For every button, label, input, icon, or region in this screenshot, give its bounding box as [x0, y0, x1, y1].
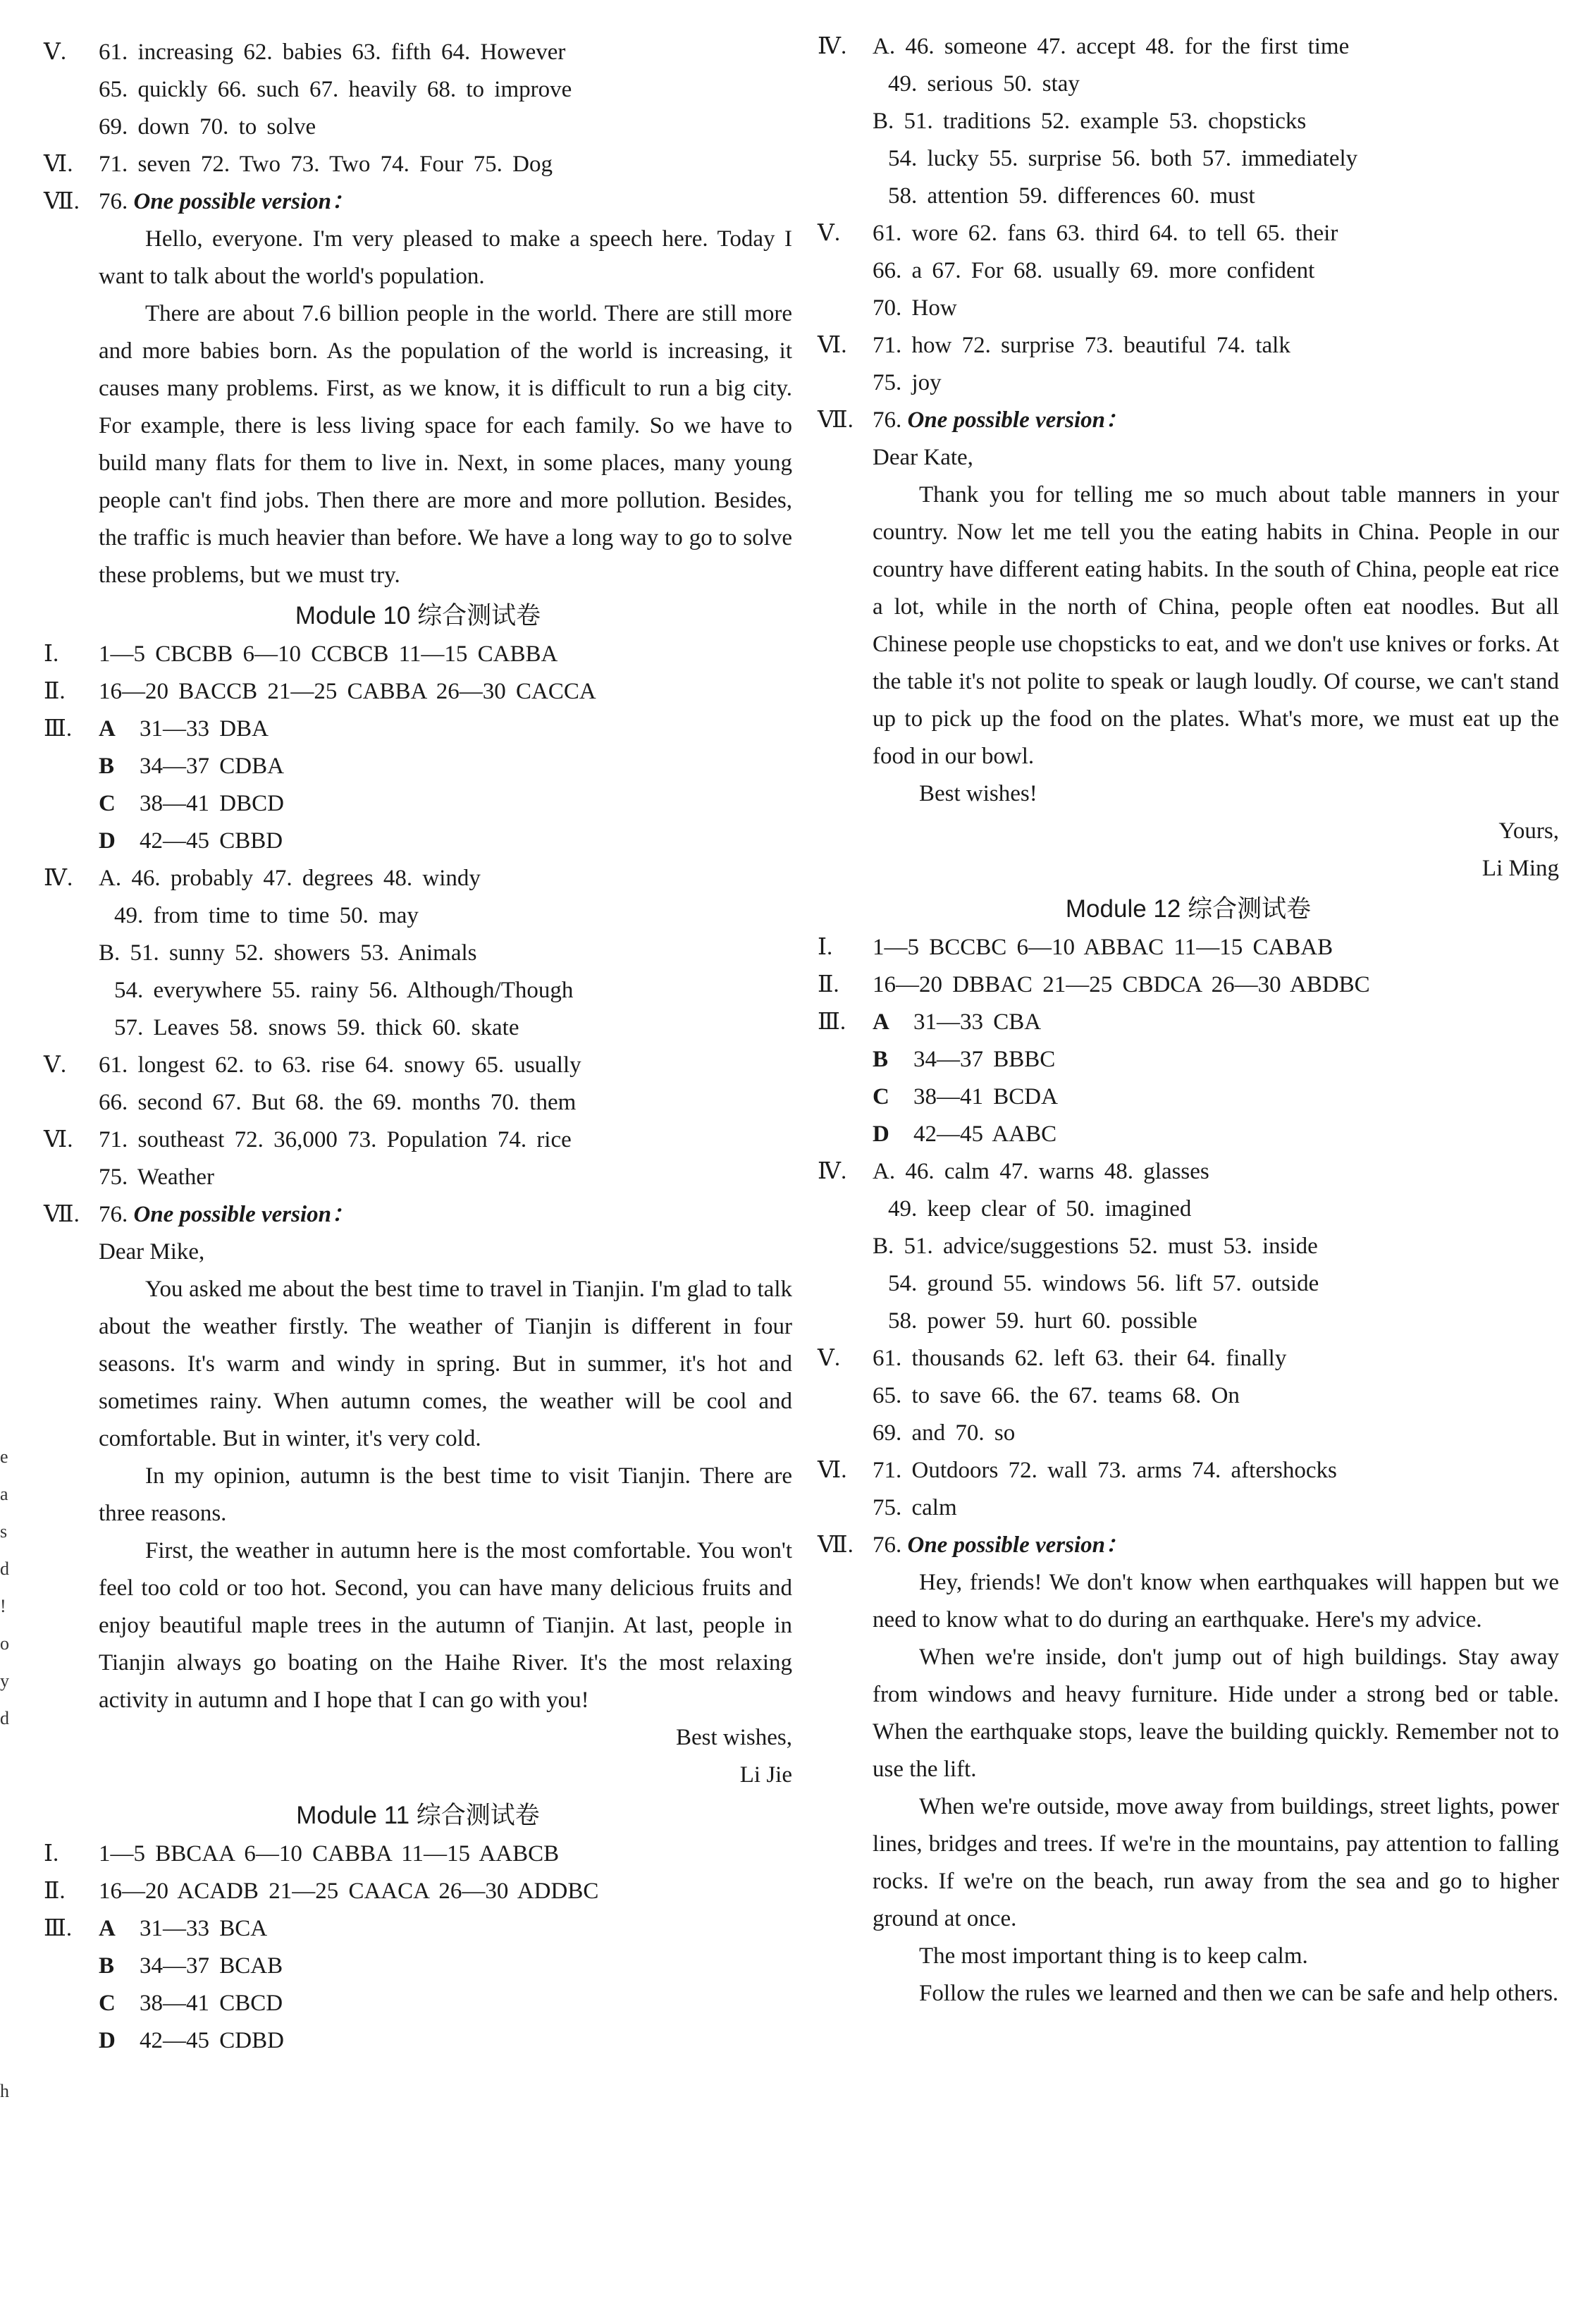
section-number: Ⅰ.: [44, 641, 59, 667]
question-number: 76.: [99, 189, 128, 214]
answer-line: 42—45 CBBD: [140, 828, 283, 854]
section-vii: Ⅶ. 76. One possible version ：: [818, 1527, 1559, 1564]
part-row: [44, 2022, 792, 2060]
answer-line: 58. power 59. hurt 60. possible: [888, 1308, 1197, 1334]
answer-line: 38—41 CBCD: [140, 1991, 283, 2016]
answer-line: 71. seven 72. Two 73. Two 74. Four 75. Dog: [99, 152, 553, 177]
part-letter: C: [99, 791, 116, 816]
answer-line: 49. serious 50. stay: [888, 71, 1080, 97]
section-vi: [818, 1452, 1559, 1489]
letter-signature: Li Jie: [739, 1762, 792, 1788]
part-letter: A: [99, 716, 116, 742]
section-i: [44, 1836, 792, 1873]
answer-line: 58. attention 59. differences 60. must: [888, 183, 1255, 209]
section-iii: [818, 1004, 1559, 1041]
section-number: Ⅵ.: [818, 1458, 847, 1483]
section-ii: [44, 673, 792, 711]
module-title: Module 12 综合测试卷: [1065, 895, 1312, 923]
module-title: Module 11 综合测试卷: [296, 1802, 540, 1829]
section-number: Ⅳ.: [818, 1159, 847, 1184]
section-number: Ⅲ.: [44, 716, 73, 742]
essay-paragraph: First, the weather in autumn here is the most comfortable. You won't feel too cold or too hot. Second, you can have many delicious fruits and enjoy beautiful maple trees in the autumn of Tianjin. At last, people in Tianjin always go boating on the Haihe River. It's the most relaxing activity in autumn and I hope that I can go with you!: [99, 1538, 792, 1713]
answer-line: 42—45 CDBD: [140, 2028, 284, 2053]
answer-line: 34—37 BCAB: [140, 1953, 283, 1979]
answer-line: 61. longest 62. to 63. rise 64. snowy 65. usually: [99, 1052, 581, 1078]
essay-paragraph: There are about 7.6 billion people in the world. There are still more and more babies born. As the population of the world is increasing, it causes many problems. First, as we know, it is difficult to run a big city. For example, there is less living space for each family. So we have to build many flats for them to live in. Next, in some places, many young people can't find jobs. Then there are more and more pollution. Besides, the traffic is much heavier than before. We have a long way to go to solve these problems, but we must try.: [99, 301, 792, 588]
answer-line: 54. ground 55. windows 56. lift 57. outside: [888, 1271, 1319, 1296]
essay-paragraph: Hey, friends! We don't know when earthquakes will happen but we need to know what to do during an earthquake. Here's my advice.: [873, 1570, 1559, 1633]
section-number: Ⅵ.: [818, 333, 847, 358]
part-letter: B: [99, 754, 115, 779]
margin-fragment: a: [0, 1484, 8, 1504]
essay-paragraph: Best wishes!: [919, 781, 1037, 806]
answer-line: 1—5 BCCBC 6—10 ABBAC 11—15 CABAB: [873, 935, 1333, 960]
answer-line: 71. southeast 72. 36,000 73. Population 74. rice: [99, 1127, 572, 1152]
answer-line: 42—45 AABC: [913, 1121, 1057, 1147]
answer-line: 70. How: [873, 295, 957, 321]
answer-line: 66. second 67. But 68. the 69. months 70. them: [99, 1090, 577, 1115]
section-number: Ⅶ.: [818, 407, 854, 433]
section-vi: [44, 1121, 792, 1159]
answer-line: 38—41 BCDA: [913, 1084, 1058, 1109]
part-row: [818, 1116, 1559, 1153]
answer-line: 54. lucky 55. surprise 56. both 57. immediately: [888, 146, 1358, 171]
part-letter: B: [873, 1047, 889, 1072]
answer-line: 1—5 BBCAA 6—10 CABBA 11—15 AABCB: [99, 1841, 560, 1867]
answer-line: 57. Leaves 58. snows 59. thick 60. skate: [114, 1015, 519, 1040]
section-number: Ⅲ.: [44, 1916, 73, 1941]
margin-fragment: o: [0, 1633, 9, 1654]
essay-paragraph: Follow the rules we learned and then we can be safe and help others.: [919, 1981, 1559, 2006]
answer-line: 65. quickly 66. such 67. heavily 68. to improve: [99, 77, 572, 102]
answer-line: 75. joy: [873, 370, 942, 395]
answer-line: 49. from time to time 50. may: [114, 903, 419, 928]
essay-paragraph: Hello, everyone. I'm very pleased to make a speech here. Today I want to talk about the world's population.: [99, 226, 792, 289]
margin-fragment: y: [0, 1671, 9, 1691]
section-number: Ⅰ.: [818, 935, 833, 960]
section-iv: [818, 1153, 1559, 1191]
margin-fragment: d: [0, 1708, 9, 1728]
section-ii: [818, 966, 1559, 1004]
section-number: Ⅳ.: [818, 34, 847, 59]
part-letter: B: [99, 1953, 115, 1979]
answer-line: 31—33 DBA: [140, 716, 269, 742]
section-number: Ⅶ.: [44, 189, 80, 214]
version-label: One possible version: [907, 407, 1105, 433]
answer-line: B. 51. traditions 52. example 53. chopsticks: [873, 109, 1307, 134]
part-row: [44, 1985, 792, 2022]
answer-line: B. 51. sunny 52. showers 53. Animals: [99, 940, 477, 966]
part-row: [44, 823, 792, 860]
section-vii: Ⅶ. 76. One possible version ：: [818, 402, 1559, 439]
essay-paragraph: In my opinion, autumn is the best time to visit Tianjin. There are three reasons.: [99, 1463, 792, 1526]
answer-line: 16—20 ACADB 21—25 CAACA 26—30 ADDBC: [99, 1879, 599, 1904]
part-letter: A: [873, 1009, 889, 1035]
part-row: [818, 1041, 1559, 1078]
part-letter: C: [99, 1991, 116, 2016]
section-i: [818, 929, 1559, 966]
section-vii: Ⅶ. 76. One possible version ：: [44, 1196, 792, 1234]
answer-line: A. 46. probably 47. degrees 48. windy: [99, 866, 481, 891]
section-v: [44, 34, 792, 71]
question-number: 76.: [99, 1202, 128, 1227]
section-number: Ⅴ.: [44, 1052, 67, 1078]
answer-line: 71. Outdoors 72. wall 73. arms 74. aftershocks: [873, 1458, 1337, 1483]
answer-line: 71. how 72. surprise 73. beautiful 74. talk: [873, 333, 1290, 358]
section-number: Ⅱ.: [818, 972, 839, 997]
answer-line: 16—20 BACCB 21—25 CABBA 26—30 CACCA: [99, 679, 596, 704]
section-vi: [818, 327, 1559, 364]
section-v: [818, 1340, 1559, 1377]
left-column: [44, 34, 792, 2060]
answer-line: A. 46. calm 47. warns 48. glasses: [873, 1159, 1209, 1184]
right-column: [818, 28, 1559, 2012]
section-iv: [44, 860, 792, 897]
answer-line: 75. Weather: [99, 1164, 215, 1190]
letter-signature: Li Ming: [1481, 856, 1559, 881]
margin-fragment: !: [0, 1596, 6, 1616]
answer-line: 49. keep clear of 50. imagined: [888, 1196, 1192, 1222]
part-row: [44, 1948, 792, 1985]
section-number: Ⅴ.: [818, 1346, 841, 1371]
margin-fragment: h: [0, 2081, 9, 2101]
essay-paragraph: When we're inside, don't jump out of high buildings. Stay away from windows and heavy furniture. Hide under a strong bed or table. When the earthquake stops, leave the building quickly. Remember not to use the lift.: [873, 1644, 1559, 1782]
section-number: Ⅶ.: [44, 1202, 80, 1227]
answer-line: A. 46. someone 47. accept 48. for the first time: [873, 34, 1350, 59]
answer-line: 61. wore 62. fans 63. third 64. to tell 65. their: [873, 221, 1338, 246]
section-number: Ⅴ.: [818, 221, 841, 246]
version-label: One possible version: [133, 189, 331, 214]
question-number: 76.: [873, 1532, 902, 1558]
section-i: [44, 636, 792, 673]
question-number: 76.: [873, 407, 902, 433]
section-number: Ⅵ.: [44, 1127, 73, 1152]
part-letter: D: [99, 828, 116, 854]
section-iii: [44, 711, 792, 748]
answer-line: 1—5 CBCBB 6—10 CCBCB 11—15 CABBA: [99, 641, 558, 667]
section-number: Ⅵ.: [44, 152, 73, 177]
essay-paragraph: Thank you for telling me so much about table manners in your country. Now let me tell you the eating habits in China. People in our country have different eating habits. In the south of China, people eat rice a lot, while in the north of China, people often eat noodles. But all Chinese people use chopsticks to eat, and we don't use knives or forks. At the table it's not polite to speak or laugh loudly. Of course, we can't stand up to pick up the food on the plates. What's more, we must eat up the food in our bowl.: [873, 482, 1559, 769]
answer-line: 75. calm: [873, 1495, 957, 1520]
section-number: Ⅶ.: [818, 1532, 854, 1558]
part-row: [818, 1078, 1559, 1116]
answer-line: 61. increasing 62. babies 63. fifth 64. However: [99, 39, 566, 65]
section-iii: [44, 1910, 792, 1948]
section-vi: [44, 146, 792, 183]
answer-line: 31—33 CBA: [913, 1009, 1042, 1035]
letter-salutation: Dear Mike,: [99, 1239, 205, 1265]
margin-fragment: d: [0, 1558, 9, 1579]
section-number: Ⅱ.: [44, 1879, 66, 1904]
essay-paragraph: When we're outside, move away from buildings, street lights, power lines, bridges and trees. If we're in the mountains, pay attention to falling rocks. If we're on the beach, run away from the sea and go to higher ground at once.: [873, 1794, 1559, 1931]
part-letter: C: [873, 1084, 889, 1109]
answer-line: 38—41 DBCD: [140, 791, 284, 816]
section-v: [44, 1047, 792, 1084]
answer-line: 34—37 BBBC: [913, 1047, 1056, 1072]
answer-line: 31—33 BCA: [140, 1916, 268, 1941]
section-iv: [818, 28, 1559, 66]
version-label: One possible version: [907, 1532, 1105, 1558]
answer-line: 66. a 67. For 68. usually 69. more confident: [873, 258, 1315, 283]
section-v: [818, 215, 1559, 252]
answer-line: B. 51. advice/suggestions 52. must 53. inside: [873, 1234, 1318, 1259]
version-label: One possible version: [133, 1202, 331, 1227]
letter-closing: Best wishes,: [676, 1725, 792, 1750]
margin-fragment: e: [0, 1446, 8, 1467]
section-vii: Ⅶ. 76. One possible version ：: [44, 183, 792, 221]
answer-line: 65. to save 66. the 67. teams 68. On: [873, 1383, 1240, 1408]
section-number: Ⅳ.: [44, 866, 73, 891]
section-number: Ⅴ.: [44, 39, 67, 65]
part-letter: D: [99, 2028, 116, 2053]
part-row: [44, 748, 792, 785]
answer-line: 69. and 70. so: [873, 1420, 1016, 1446]
section-number: Ⅲ.: [818, 1009, 846, 1035]
letter-closing: Yours,: [1498, 818, 1559, 844]
module-title: Module 10 综合测试卷: [295, 602, 541, 629]
answer-line: 34—37 CDBA: [140, 754, 284, 779]
essay-paragraph: You asked me about the best time to travel in Tianjin. I'm glad to talk about the weather firstly. The weather of Tianjin is different in four seasons. It's warm and windy in spring. But in summer, it's hot and sometimes rainy. When autumn comes, the weather will be cool and comfortable. But in winter, it's very cold.: [99, 1277, 792, 1451]
part-letter: D: [873, 1121, 889, 1147]
section-number: Ⅱ.: [44, 679, 66, 704]
section-number: Ⅰ.: [44, 1841, 59, 1867]
answer-line: 61. thousands 62. left 63. their 64. finally: [873, 1346, 1287, 1371]
margin-fragment: s: [0, 1521, 8, 1542]
answer-line: 54. everywhere 55. rainy 56. Although/Though: [114, 978, 574, 1003]
part-row: [44, 785, 792, 823]
section-ii: [44, 1873, 792, 1910]
answer-line: 16—20 DBBAC 21—25 CBDCA 26—30 ABDBC: [873, 972, 1370, 997]
answer-line: 69. down 70. to solve: [99, 114, 316, 140]
letter-salutation: Dear Kate,: [873, 445, 973, 470]
essay-paragraph: The most important thing is to keep calm.: [919, 1943, 1308, 1969]
part-letter: A: [99, 1916, 116, 1941]
